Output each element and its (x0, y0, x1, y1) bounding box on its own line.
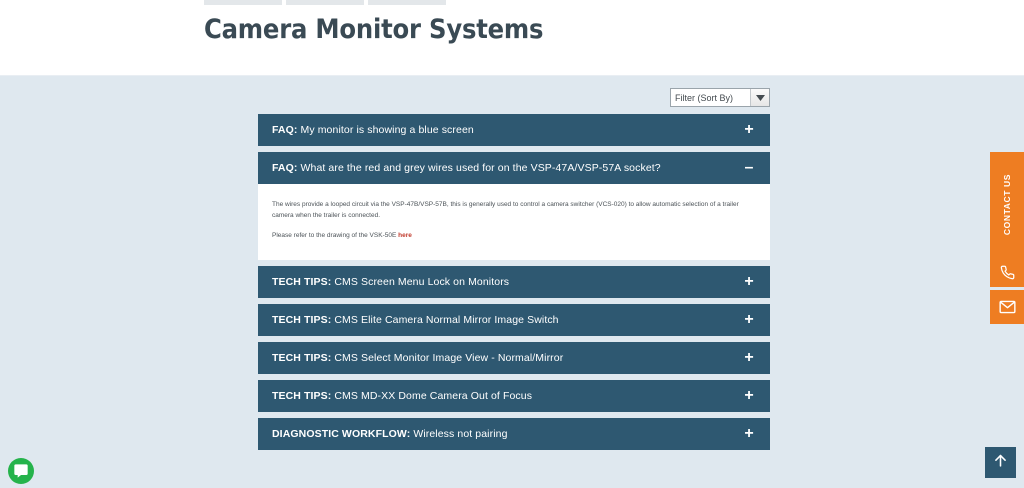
accordion-item (258, 266, 770, 298)
phone-icon (1000, 265, 1015, 280)
chat-icon (13, 463, 29, 479)
site-header (0, 0, 1024, 76)
accordion-body-text: Please refer to the drawing of the VSK-50E (272, 232, 399, 240)
header-tab-1[interactable] (204, 0, 282, 5)
accordion-header-screen-menu-lock[interactable] (258, 266, 770, 298)
accordion-title-text: What are the red and grey wires used for on the VSP-47A/VSP-57A socket? (297, 162, 661, 174)
accordion-prefix: FAQ: (272, 162, 298, 174)
arrow-up-icon (992, 452, 1009, 474)
accordion-header-select-monitor-image-view[interactable] (258, 342, 770, 374)
header-tab-2[interactable] (286, 0, 364, 5)
plus-icon[interactable]: + (744, 121, 754, 138)
back-to-top-button[interactable] (985, 447, 1016, 478)
accordion-body-paragraph-2 (272, 231, 756, 242)
minus-icon[interactable]: – (744, 159, 754, 176)
plus-icon[interactable]: + (744, 425, 754, 443)
accordion-title-text: CMS Select Monitor Image View - Normal/Mirror (331, 352, 564, 365)
accordion-item (258, 114, 770, 146)
accordion-title (272, 124, 474, 136)
plus-icon[interactable]: + (744, 387, 754, 405)
main-content (0, 76, 1024, 488)
accordion-header-red-grey-wires[interactable] (258, 152, 770, 184)
accordion-prefix: TECH TIPS: (272, 276, 332, 289)
accordion-item (258, 152, 770, 260)
header-tab-strip (204, 0, 446, 5)
filter-sort-by-label: Filter (Sort By) (675, 92, 734, 103)
page-title: Camera Monitor Systems (204, 14, 544, 45)
filter-sort-by-select[interactable] (670, 88, 770, 107)
drawing-link[interactable]: here (398, 232, 412, 240)
accordion-title (272, 162, 661, 174)
accordion-item (258, 418, 770, 450)
contact-us-tab[interactable] (990, 152, 1024, 257)
email-button[interactable] (990, 290, 1024, 324)
accordion-item (258, 304, 770, 336)
plus-icon[interactable]: + (744, 273, 754, 291)
accordion-item (258, 342, 770, 374)
accordion-header-wireless-not-pairing[interactable] (258, 418, 770, 450)
plus-icon[interactable]: + (744, 349, 754, 367)
accordion-title (272, 390, 532, 402)
accordion-title-text: CMS Screen Menu Lock on Monitors (331, 276, 510, 289)
accordion-header-normal-mirror-switch[interactable] (258, 304, 770, 336)
accordion-prefix: TECH TIPS: (272, 314, 332, 327)
phone-button[interactable] (990, 257, 1024, 287)
plus-icon[interactable]: + (744, 311, 754, 329)
accordion-title (272, 314, 559, 326)
accordion-header-blue-screen[interactable] (258, 114, 770, 146)
chevron-down-icon[interactable] (750, 89, 769, 106)
contact-us-label: CONTACT US (1002, 173, 1012, 236)
accordion-title-text: Wireless not pairing (410, 428, 508, 441)
accordion-prefix: FAQ: (272, 124, 298, 136)
accordion-prefix: TECH TIPS: (272, 390, 332, 403)
accordion-title-text: CMS MD-XX Dome Camera Out of Focus (331, 390, 533, 403)
accordion-title (272, 428, 508, 440)
accordion-panel-red-grey-wires (258, 184, 770, 260)
accordion-prefix: TECH TIPS: (272, 352, 332, 365)
accordion-title (272, 276, 509, 288)
chat-widget-button[interactable] (8, 458, 34, 484)
accordion-body-paragraph: The wires provide a looped circuit via the VSP-47B/VSP-57B, this is generally used to control a camera switcher (VCS-020) to allow automatic selection of a trailer camera when the trailer is connected. (272, 201, 739, 219)
mail-icon (999, 300, 1016, 314)
faq-accordion (258, 114, 770, 456)
accordion-header-dome-camera-out-of-focus[interactable] (258, 380, 770, 412)
header-tab-3[interactable] (368, 0, 446, 5)
accordion-title-text: My monitor is showing a blue screen (297, 124, 474, 136)
accordion-title-text: CMS Elite Camera Normal Mirror Image Switch (331, 314, 559, 327)
filter-sort-by-wrapper (670, 88, 770, 107)
accordion-title (272, 352, 563, 364)
accordion-prefix: DIAGNOSTIC WORKFLOW: (272, 428, 411, 441)
accordion-item (258, 380, 770, 412)
